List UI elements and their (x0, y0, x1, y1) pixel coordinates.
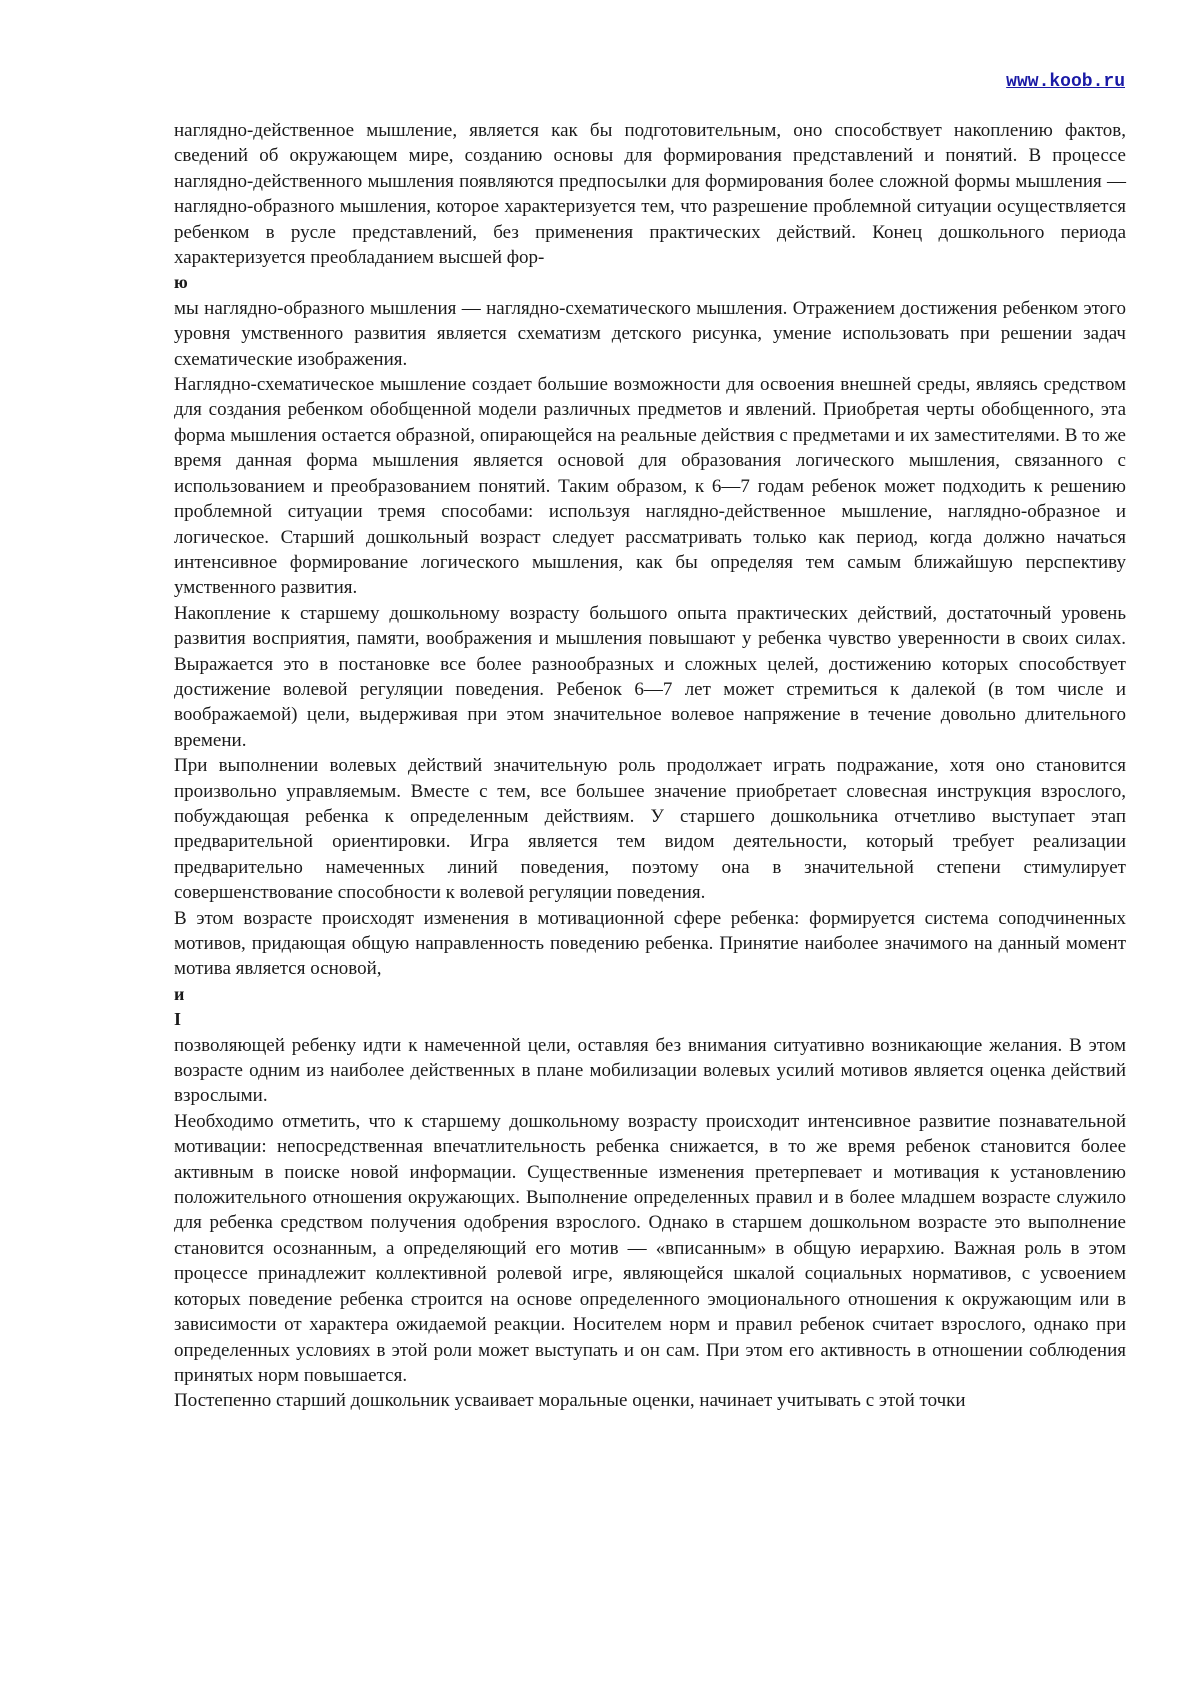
site-link[interactable]: www.koob.ru (1006, 72, 1125, 92)
page-marker-2: и (174, 983, 185, 1004)
page-marker-1: ю (174, 272, 188, 293)
paragraph-6: В этом возрасте происходят изменения в мотивационной сфере ребенка: формируется система соподчиненных мотивов, придающая общую направленность поведению ребенка. Принятие наиболее значимого на данный момент мотива является основой, (174, 907, 1126, 980)
paragraph-4: Накопление к старшему дошкольному возрасту большого опыта практических действий, достаточный уровень развития восприятия, памяти, воображения и мышления повышают у ребенка чувство уверенности в своих силах. Выражается это в постановке все более разнообразных и сложных целей, достижению которых способствует достижение волевой регуляции поведения. Ребенок 6—7 лет может стремиться к далекой (в том числе и воображаемой) цели, выдерживая при этом значительное волевое напряжение в течение довольно длительного времени. (174, 602, 1126, 751)
paragraph-2: мы наглядно-образного мышления — наглядно-схематического мышления. Отражением достижения ребенком этого уровня умственного развития является схематизм детского рисунка, умение использовать при решении задач схематические изображения. (174, 297, 1126, 370)
paragraph-9: Постепенно старший дошкольник усваивает моральные оценки, начинает учитывать с этой точки (174, 1390, 966, 1412)
page-marker-3: I (174, 1009, 182, 1030)
document-body (174, 118, 1126, 1414)
paragraph-1: наглядно-действенное мышление, является как бы подготовительным, оно способствует накоплению фактов, сведений об окружающем мире, созданию основы для формирования представлений и понятий. В процессе наглядно-действенного мышления появляются предпосылки для формирования более сложной формы мышления — наглядно-образного мышления, которое характеризуется тем, что разрешение проблемной ситуации осуществляется ребенком в русле представлений, без применения практических действий. Конец дошкольного периода характеризуется преобладанием высшей фор- (174, 120, 1126, 269)
paragraph-8: Необходимо отметить, что к старшему дошкольному возрасту происходит интенсивное развитие познавательной мотивации: непосредственная впечатлительность ребенка снижается, в то же время ребенок становится более активным в поиске новой информации. Существенные изменения претерпевает и мотивация к установлению положительного отношения окружающих. Выполнение определенных правил и в более младшем возрасте служило для ребенка средством получения одобрения взрослого. Однако в старшем дошкольном возрасте это выполнение становится осознанным, а определяющий его мотив — «вписанным» в общую иерархию. Важная роль в этом процессе принадлежит коллективной ролевой игре, являющейся шкалой социальных нормативов, с усвоением которых поведение ребенка строится на основе определенного эмоционального отношения к окружающим или в зависимости от характера ожидаемой реакции. Носителем норм и правил ребенок считает взрослого, однако при определенных условиях в этой роли может выступать и он сам. При этом его активность в отношении соблюдения принятых норм повышается. (174, 1110, 1126, 1386)
paragraph-5: При выполнении волевых действий значительную роль продолжает играть подражание, хотя оно становится произвольно управляемым. Вместе с тем, все большее значение приобретает словесная инструкция взрослого, побуждающая ребенка к определенным действиям. У старшего дошкольника отчетливо выступает этап предварительной ориентировки. Игра является тем видом деятельности, который требует реализации предварительно намеченных линий поведения, поэтому она в значительной степени стимулирует совершенствование способности к волевой регуляции поведения. (174, 755, 1126, 904)
paragraph-3: Наглядно-схематическое мышление создает большие возможности для освоения внешней среды, являясь средством для создания ребенком обобщенной модели различных предметов и явлений. Приобретая черты обобщенного, эта форма мышления остается образной, опирающейся на реальные действия с предметами и их заместителями. В то же время данная форма мышления является основой для образования логического мышления, связанного с использованием и преобразованием понятий. Таким образом, к 6—7 годам ребенок может подходить к решению проблемной ситуации тремя способами: используя наглядно-действенное мышление, наглядно-образное и логическое. Старший дошкольный возраст следует рассматривать только как период, когда должно начаться интенсивное формирование логического мышления, как бы определяя тем самым ближайшую перспективу умственного развития. (174, 374, 1126, 599)
paragraph-7: позволяющей ребенку идти к намеченной цели, оставляя без внимания ситуативно возникающие желания. В этом возрасте одним из наиболее действенных в плане мобилизации волевых усилий мотивов является оценка действий взрослыми. (174, 1034, 1126, 1107)
